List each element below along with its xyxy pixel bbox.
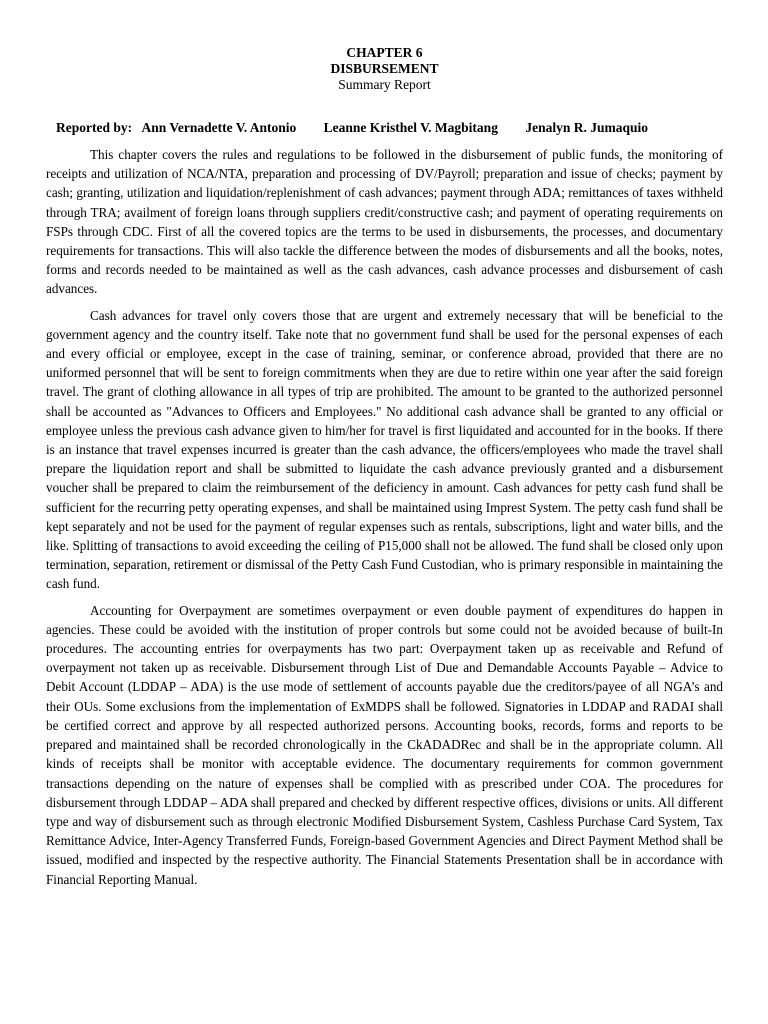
chapter-title: DISBURSEMENT <box>330 61 439 76</box>
paragraph-intro: This chapter covers the rules and regulations to be followed in the disbursement of public funds, the monitoring of receipts and utilization of NCA/NTA, preparation and processing of DV/Payroll; preparation and issue of checks; payment by cash; granting, utilization and liquidation/replenishment of cash advances; payment through ADA; remittances of taxes withheld through TRA; availment of foreign loans through suppliers credit/constructive cash; and payment of operating requirements on FSPs through CDC. First of all the covered topics are the terms to be used in disbursements, the processes, and documentary requirements for transactions. This will also tackle the difference between the modes of disbursements and all the books, notes, forms and records needed to be maintained as well as the cash advances, cash advance processes and disbursement of cash advances. <box>46 147 723 297</box>
authors-line <box>46 120 723 136</box>
reported-by-label: Reported by: <box>56 120 133 135</box>
chapter-subtitle: Summary Report <box>338 77 431 92</box>
paragraph-cash-advances: Cash advances for travel only covers those that are urgent and extremely necessary that will be beneficial to the government agency and the country itself. Take note that no government fund shall be used for the personal expenses of each and every official or employee, except in the case of training, seminar, or conference abroad, provided that there are no uniformed personnel that will be sent to foreign commitments when they are due to retire within one year after the said foreign travel. The grant of clothing allowance in all types of trip are prohibited. The amount to be granted to the authorized personnel shall be accounted as "Advances to Officers and Employees." No additional cash advance shall be granted to any official or employee unless the previous cash advance given to him/her for travel is first liquidated and accounted for in the books. If there is an instance that travel expenses incurred is greater than the cash advance, the officers/employees who made the travel shall prepare the liquidation report and shall be submitted to liquidate the cash advance previously granted and a disbursement voucher shall be prepared to claim the reimbursement of the deficiency in amount. Cash advances for petty cash fund shall be sufficient for the recurring petty operating expenses, and shall be maintained using Imprest System. The petty cash fund shall be kept separately and not be used for the payment of regular expenses such as rentals, subscriptions, light and water bills, and the like. Splitting of transactions to avoid exceeding the ceiling of P15,000 shall not be allowed. The fund shall be closed only upon termination, separation, retirement or dismissal of the Petty Cash Fund Custodian, who is primary responsible in maintaining the cash fund. <box>46 307 723 592</box>
document-heading <box>46 45 723 93</box>
author-name: Jenalyn R. Jumaquio <box>525 120 648 135</box>
chapter-number: CHAPTER 6 <box>346 45 423 60</box>
author-name: Leanne Kristhel V. Magbitang <box>323 120 498 135</box>
author-name: Ann Vernadette V. Antonio <box>141 120 297 135</box>
paragraph-overpayment: Accounting for Overpayment are sometimes overpayment or even double payment of expenditures do happen in agencies. These could be avoided with the institution of proper controls but some could not be avoided because of built-In procedures. The accounting entries for overpayments has two part: Overpayment taken up as receivable and Refund of overpayment not taken up as receivable. Disbursement through List of Due and Demandable Accounts Payable – Advice to Debit Account (LDDAP – ADA) is the use mode of settlement of accounts payable due the creditors/payee of all NGA’s and their OUs. Some exclusions from the implementation of ExMDPS shall be followed. Signatories in LDDAP and RADAI shall be certified correct and approve by all respected authorized persons. Accounting books, records, forms and reports to be prepared and maintained shall be recorded chronologically in the CkADADRec and shall be in the appropriate column. All kinds of receipts shall be monitor with acceptable evidence. The documentary requirements for common government transactions depending on the nature of expenses shall be complied with as prescribed under COA. The procedures for disbursement through LDDAP – ADA shall prepared and checked by different respective offices, divisions or units. All different type and way of disbursement such as through electronic Modified Disbursement System, Cashless Purchase Card System, Tax Remittance Advice, Inter-Agency Transferred Funds, Foreign-based Government Agencies and Direct Payment Method shall be issued, modified and inspected by the respective authority. The Financial Statements Presentation shall be in accordance with Financial Reporting Manual. <box>46 602 723 887</box>
